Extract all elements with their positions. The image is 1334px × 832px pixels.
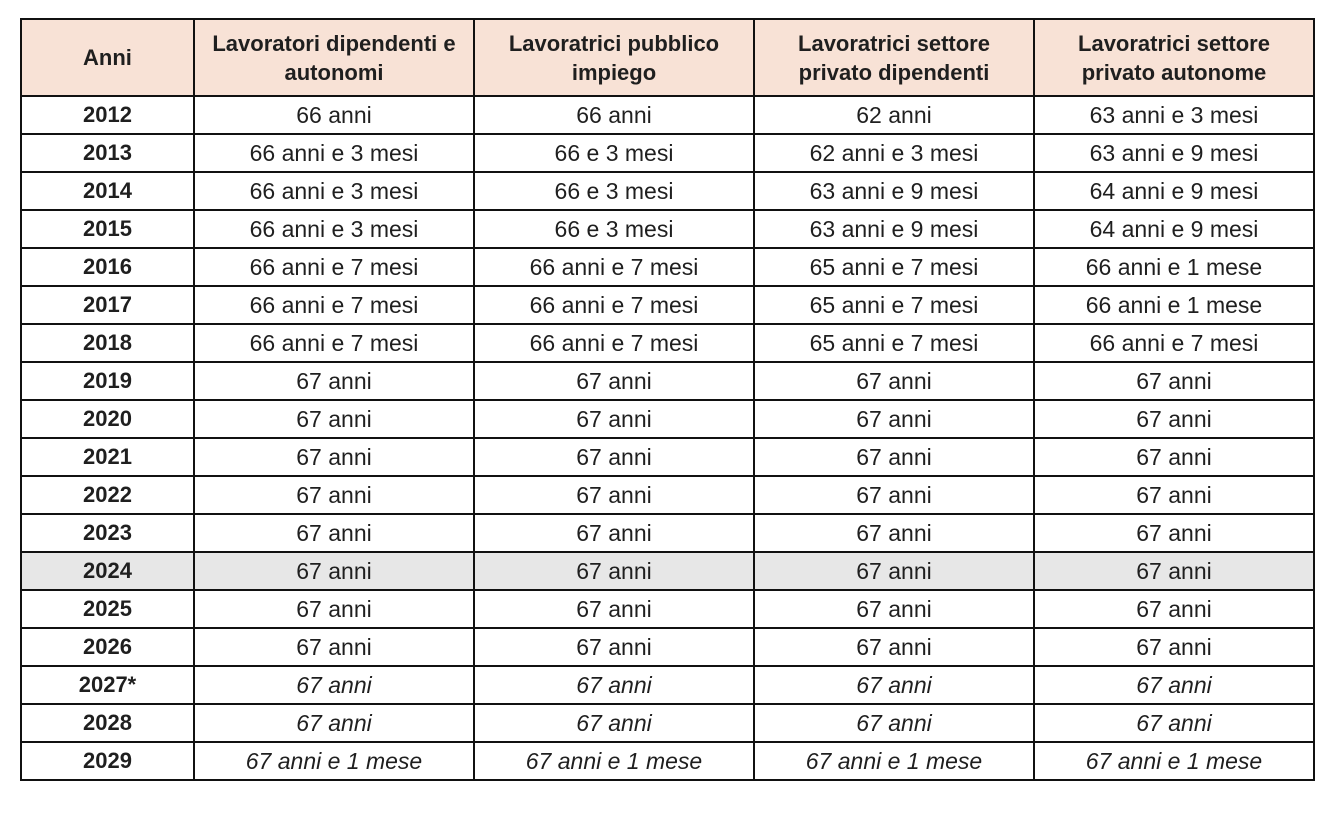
age-cell: 67 anni e 1 mese — [194, 742, 474, 780]
age-cell: 67 anni — [194, 666, 474, 704]
age-cell: 67 anni — [1034, 628, 1314, 666]
age-cell: 67 anni — [474, 514, 754, 552]
pension-age-table-container — [20, 18, 1313, 781]
age-cell: 66 anni e 1 mese — [1034, 248, 1314, 286]
age-cell: 66 anni e 7 mesi — [194, 286, 474, 324]
table-row — [21, 134, 1314, 172]
age-cell: 67 anni — [474, 666, 754, 704]
age-cell: 66 e 3 mesi — [474, 210, 754, 248]
table-row — [21, 704, 1314, 742]
table-row — [21, 742, 1314, 780]
year-cell: 2013 — [21, 134, 194, 172]
age-cell: 67 anni e 1 mese — [1034, 742, 1314, 780]
year-cell: 2024 — [21, 552, 194, 590]
table-row — [21, 248, 1314, 286]
age-cell: 67 anni — [474, 628, 754, 666]
age-cell: 63 anni e 9 mesi — [754, 210, 1034, 248]
age-cell: 67 anni — [754, 590, 1034, 628]
age-cell: 63 anni e 9 mesi — [1034, 134, 1314, 172]
year-cell: 2021 — [21, 438, 194, 476]
table-row — [21, 286, 1314, 324]
age-cell: 67 anni — [754, 438, 1034, 476]
header-row — [21, 19, 1314, 96]
age-cell: 67 anni — [754, 362, 1034, 400]
age-cell: 62 anni — [754, 96, 1034, 134]
year-cell: 2025 — [21, 590, 194, 628]
year-cell: 2026 — [21, 628, 194, 666]
table-row — [21, 400, 1314, 438]
year-cell: 2018 — [21, 324, 194, 362]
age-cell: 67 anni — [194, 514, 474, 552]
age-cell: 67 anni — [1034, 476, 1314, 514]
year-cell: 2015 — [21, 210, 194, 248]
age-cell: 66 anni e 3 mesi — [194, 172, 474, 210]
year-cell: 2028 — [21, 704, 194, 742]
year-cell: 2014 — [21, 172, 194, 210]
age-cell: 63 anni e 9 mesi — [754, 172, 1034, 210]
age-cell: 63 anni e 3 mesi — [1034, 96, 1314, 134]
age-cell: 64 anni e 9 mesi — [1034, 172, 1314, 210]
age-cell: 67 anni — [1034, 362, 1314, 400]
year-cell: 2012 — [21, 96, 194, 134]
table-row — [21, 590, 1314, 628]
age-cell: 67 anni — [754, 514, 1034, 552]
age-cell: 66 anni e 1 mese — [1034, 286, 1314, 324]
age-cell: 65 anni e 7 mesi — [754, 286, 1034, 324]
age-cell: 66 e 3 mesi — [474, 172, 754, 210]
age-cell: 64 anni e 9 mesi — [1034, 210, 1314, 248]
age-cell: 67 anni — [194, 438, 474, 476]
age-cell: 67 anni — [754, 628, 1034, 666]
age-cell: 66 e 3 mesi — [474, 134, 754, 172]
age-cell: 67 anni — [194, 476, 474, 514]
year-cell: 2020 — [21, 400, 194, 438]
age-cell: 67 anni — [1034, 400, 1314, 438]
age-cell: 67 anni — [754, 704, 1034, 742]
age-cell: 66 anni — [194, 96, 474, 134]
age-cell: 66 anni e 3 mesi — [194, 210, 474, 248]
age-cell: 67 anni — [474, 476, 754, 514]
header-lavoratrici-pubblico-impiego: Lavoratrici pubblico impiego — [474, 19, 754, 96]
year-cell: 2017 — [21, 286, 194, 324]
year-cell: 2029 — [21, 742, 194, 780]
age-cell: 65 anni e 7 mesi — [754, 248, 1034, 286]
table-row — [21, 552, 1314, 590]
age-cell: 67 anni — [754, 552, 1034, 590]
age-cell: 67 anni — [1034, 552, 1314, 590]
age-cell: 62 anni e 3 mesi — [754, 134, 1034, 172]
age-cell: 65 anni e 7 mesi — [754, 324, 1034, 362]
age-cell: 66 anni — [474, 96, 754, 134]
table-row — [21, 628, 1314, 666]
age-cell: 67 anni e 1 mese — [474, 742, 754, 780]
header-lavoratrici-privato-autonome: Lavoratrici settore privato autonome — [1034, 19, 1314, 96]
age-cell: 67 anni — [474, 704, 754, 742]
table-row — [21, 96, 1314, 134]
age-cell: 67 anni — [754, 476, 1034, 514]
age-cell: 67 anni — [754, 666, 1034, 704]
year-cell: 2027* — [21, 666, 194, 704]
age-cell: 67 anni — [474, 552, 754, 590]
year-cell: 2019 — [21, 362, 194, 400]
age-cell: 67 anni — [1034, 704, 1314, 742]
year-cell: 2023 — [21, 514, 194, 552]
header-anni: Anni — [21, 19, 194, 96]
table-header — [21, 19, 1314, 96]
age-cell: 67 anni — [194, 400, 474, 438]
age-cell: 67 anni — [474, 362, 754, 400]
year-cell: 2016 — [21, 248, 194, 286]
age-cell: 67 anni — [474, 400, 754, 438]
age-cell: 67 anni — [194, 362, 474, 400]
age-cell: 67 anni — [194, 552, 474, 590]
age-cell: 66 anni e 7 mesi — [1034, 324, 1314, 362]
year-cell: 2022 — [21, 476, 194, 514]
age-cell: 67 anni — [194, 704, 474, 742]
table-row — [21, 438, 1314, 476]
table-body — [21, 96, 1314, 780]
age-cell: 67 anni — [474, 438, 754, 476]
table-row — [21, 172, 1314, 210]
table-row — [21, 476, 1314, 514]
age-cell: 67 anni — [474, 590, 754, 628]
age-cell: 66 anni e 7 mesi — [194, 248, 474, 286]
age-cell: 67 anni — [1034, 514, 1314, 552]
table-row — [21, 362, 1314, 400]
table-row — [21, 514, 1314, 552]
age-cell: 66 anni e 7 mesi — [474, 248, 754, 286]
table-row — [21, 324, 1314, 362]
age-cell: 67 anni e 1 mese — [754, 742, 1034, 780]
table-row — [21, 666, 1314, 704]
age-cell: 66 anni e 3 mesi — [194, 134, 474, 172]
age-cell: 67 anni — [1034, 438, 1314, 476]
age-cell: 66 anni e 7 mesi — [474, 286, 754, 324]
header-lavoratori-dipendenti-autonomi: Lavoratori dipendenti e autonomi — [194, 19, 474, 96]
table-row — [21, 210, 1314, 248]
age-cell: 66 anni e 7 mesi — [194, 324, 474, 362]
age-cell: 67 anni — [754, 400, 1034, 438]
age-cell: 67 anni — [1034, 590, 1314, 628]
pension-age-table — [20, 18, 1315, 781]
age-cell: 67 anni — [194, 628, 474, 666]
age-cell: 66 anni e 7 mesi — [474, 324, 754, 362]
age-cell: 67 anni — [194, 590, 474, 628]
header-lavoratrici-privato-dipendenti: Lavoratrici settore privato dipendenti — [754, 19, 1034, 96]
age-cell: 67 anni — [1034, 666, 1314, 704]
